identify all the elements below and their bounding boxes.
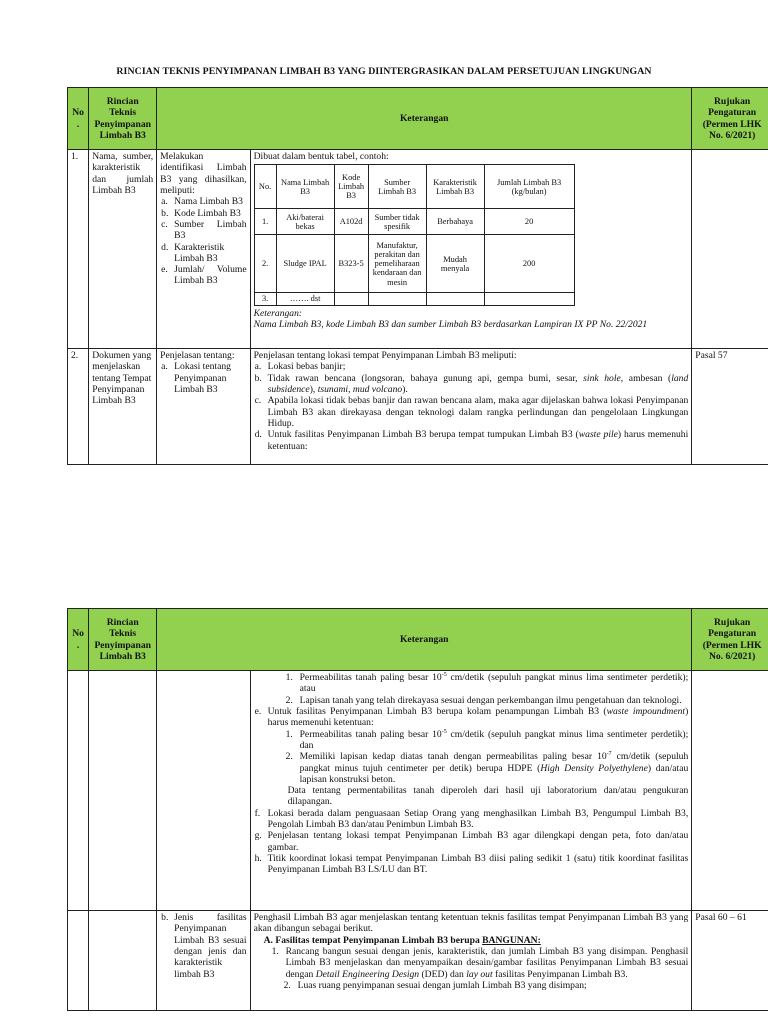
list-item [161,264,247,287]
example-table-cell: Manufaktur, perakitan dan pemeliharaan kendaraan dan mesin [368,235,426,293]
section-a-heading [254,935,689,946]
row2-intro: Penjelasan tentang lokasi tempat Penyimpanan Limbah B3 meliputi: [253,350,517,361]
example-table [254,164,575,305]
list-marker: b. [161,207,169,219]
example-table-cell: Sludge IPAL [276,235,334,293]
list-item [254,429,689,452]
list-text: cm/detik (sepuluh pangkat minus tujuh centimeter per detik) berupa HDPE ( [299,751,689,774]
example-table-row [254,293,574,305]
list-text: Jumlah/ Volume Limbah B3 [174,264,247,287]
list-item [254,395,689,429]
row2b-no [68,911,89,1011]
header-keterangan: Keterangan [157,88,692,150]
header-rujukan: Rujukan Pengaturan (Permen LHK No. 6/2021) [692,609,768,671]
row2b-rincian [89,911,157,1011]
list-text: waste pile [578,429,618,441]
list-item [283,979,689,991]
list-text: Sumber Limbah B3 [174,218,247,242]
example-table-row [254,235,574,293]
list-marker: a. [161,196,168,208]
list-marker: d. [161,241,169,253]
cont-keterangan [250,671,692,911]
list-marker: c. [254,395,262,407]
list-item [254,807,689,831]
list-text: Jenis fasilitas Penyimpanan Limbah B3 sesuai dengan jenis dan karakteristik limbah B3 [174,912,247,980]
list-text: cm/detik (sepuluh pangkat minus lima sentimeter perdetik); dan [299,728,689,751]
list-text: -5 [441,728,447,735]
row1-rujukan [692,150,768,349]
list-text: fasilitas Penyimpanan Limbah B3. [492,968,628,980]
row2-keterangan [250,349,692,465]
list-marker: 2. [285,751,293,763]
list-text: Rancang bangun sesuai dengan jenis, karakteristik, dan jumlah Limbah B3 yang disimpan. Penghasil Limbah B3 menjelaskan dan menyampaikan desain/gambar fasilitas Penyimpanan Limbah B3 sesuai dengan [285,945,689,980]
list-item [254,361,689,373]
list-text: Untuk fasilitas Penyimpanan Limbah B3 berupa kolam penampungan Limbah B3 ( [267,705,607,717]
row2-col3-intro: Penjelasan tentang: [160,350,235,361]
row2-list [254,361,689,452]
row1-intro: Melakukan identifikasi Limbah B3 yang dihasilkan, meliputi: [160,151,247,196]
list-item [285,671,689,695]
cont-no [68,671,89,911]
row-2-continued [68,671,768,911]
list-item [161,241,246,265]
example-table-cell [368,293,426,305]
row-2b [68,911,768,1011]
cont-data-note: Data tentang permentabilitas tanah diperoleh dari hasil uji laboratorium dan/atau pengukuran dilapangan. [287,785,689,808]
cont-list [254,706,689,876]
list-text: High Density Polyethylene [540,762,648,774]
list-text: Apabila lokasi tidak bebas banjir dan rawan bencana alam, maka agar dijelaskan bahwa lokasi Penyimpanan Limbah B3 akan direkayasa dengan teknologi dalam rangka perlindungan dan pengelolaan Lingkungan Hidup. [267,395,689,429]
example-table-cell: B323-5 [334,235,368,293]
list-marker: 1. [285,672,293,683]
row2-no: 2. [68,349,89,465]
list-marker: g. [254,830,262,842]
list-marker: c. [161,218,168,230]
row2-col3-list [160,361,246,395]
list-marker: 1. [271,945,279,957]
list-text: Kode Limbah B3 [174,207,241,219]
list-text: Penjelasan tentang lokasi tempat Penyimpanan Limbah B3 agar dilengkapi dengan peta, foto dan/atau gambar. [267,830,689,853]
example-table-cell [484,293,574,305]
row1-keterangan [250,150,692,349]
list-text: Permeabilitas tanah paling besar 10 [299,672,442,683]
list-text: Lokasi berada dalam penguasaan Setiap Orang yang menghasilkan Limbah B3, Pengumpul Limbah B3, Pengolah Limbah B3 dan/atau Penimbun Limbah B3. [267,807,689,831]
list-text: Lokasi tentang Penyimpanan Limbah B3 [174,361,231,395]
list-marker: b. [254,372,262,384]
table-bottom [67,608,768,1011]
list-marker: e. [254,705,262,717]
list-marker: b. [161,912,169,923]
list-item [271,945,689,980]
list-text: Lapisan tanah yang telah direkayasa sesuai dengan perkembangan ilmu pengetahuan dan teknologi. [299,694,682,706]
example-table-cell: Berbahaya [426,209,484,235]
list-item [161,218,247,242]
list-item [254,372,689,396]
list-marker: 2. [283,979,291,991]
list-text: ). [402,383,408,395]
row1-rincian: Nama, sumber, karakteristik dan jumlah Limbah B3 [89,150,157,349]
header-rujukan: Rujukan Pengaturan (Permen LHK No. 6/2021) [692,88,768,150]
cont-e-list [268,729,689,786]
cont-col3 [157,671,250,911]
row1-identifikasi [157,150,250,349]
list-text: , ambesan ( [620,372,672,384]
row2-rujukan: Pasal 57 [692,349,768,465]
list-marker: a. [161,361,168,373]
list-marker: 2. [285,694,293,706]
list-text: tsunami [317,383,349,395]
list-text: ) dan/atau lapisan konstruksi beton. [299,762,689,785]
header-no: No . [68,609,89,671]
example-table-cell [426,293,484,305]
list-marker: e. [161,264,168,276]
list-text: mud volcano [352,383,403,395]
example-table-cell: Sumber tidak spesifik [368,209,426,235]
list-text: Detail Engineering Design [315,968,420,980]
list-item [254,830,689,853]
example-table-row [254,209,574,235]
example-table-cell: 20 [484,209,574,235]
row1-note-text: Nama Limbah B3, kode Limbah B3 dan sumber Limbah B3 berdasarkan Lampiran IX PP No. 22/2021 [253,318,648,330]
row2b-col3 [157,911,250,1011]
list-text: ) harus memenuhi ketentuan: [267,429,689,452]
section-a-list [254,946,689,991]
row2b-intro: Penghasil Limbah B3 agar menjelaskan tentang ketentuan teknis fasilitas tempat Penyimpanan Limbah B3 yang akan dibangun sebagai berikut. [253,912,689,935]
header-row [68,88,768,150]
header-rincian: Rincian Teknis Penyimpanan Limbah B3 [89,609,157,671]
example-table-cell: 200 [484,235,574,293]
row2b-col3-list [160,912,246,980]
list-text: (DED) dan [419,968,467,980]
list-item [285,751,689,785]
document-title: RINCIAN TEKNIS PENYIMPANAN LIMBAH B3 YANG DIINTERGRASIKAN DALAM PERSETUJUAN LINGKUNGAN [116,66,652,77]
list-marker: A. [263,934,273,946]
cont-d-list [254,672,689,706]
example-table-cell [334,293,368,305]
example-table-header-cell: Karakteristik Limbah B3 [426,165,484,209]
list-item [161,912,247,980]
example-table-header-cell: No. [254,165,276,209]
example-table-header-cell: Sumber Limbah B3 [368,165,426,209]
header-rincian: Rincian Teknis Penyimpanan Limbah B3 [89,88,157,150]
list-text: -7 [606,751,612,757]
example-table-cell: ……. dst [276,293,334,305]
list-text: , [348,383,353,395]
cont-rujukan [692,671,768,911]
list-item [254,705,689,808]
list-item [285,694,689,706]
list-text: cm/detik (sepuluh pangkat minus lima sentimeter perdetik); atau [299,672,689,695]
cont-rincian [89,671,157,911]
row2-col3 [157,349,250,465]
example-table-cell: A102d [334,209,368,235]
list-text: Memiliki lapisan kedap diatas tanah dengan permeabilitas paling besar 10 [299,751,607,763]
list-item [161,207,246,219]
row1-no: 1. [68,150,89,349]
header-row [68,609,768,671]
list-text: Tidak rawan bencana (longsoran, bahaya gunung api, gempa bumi, sesar, [267,372,584,384]
row1-table-intro: Dibuat dalam bentuk tabel, contoh: [253,151,389,162]
example-table-cell: Aki/baterai bekas [276,209,334,235]
row-1 [68,150,768,349]
list-item [161,361,246,395]
list-marker: 1. [285,728,293,740]
list-text: ) harus memenuhi ketentuan: [267,705,689,729]
list-text: ), [309,383,318,395]
list-text: Permeabilitas tanah paling besar 10 [299,728,442,740]
list-marker: d. [254,429,262,441]
header-no: No . [68,88,89,150]
row-2 [68,349,768,465]
list-text: -5 [441,671,447,678]
row2b-keterangan [250,911,692,1011]
example-table-header-cell: Jumlah Limbah B3 (kg/bulan) [484,165,574,209]
list-item [161,196,246,208]
list-text: lay out [466,968,493,980]
list-marker: f. [254,807,261,819]
list-marker: h. [254,853,262,864]
table-top [67,87,768,465]
list-marker: a. [254,361,262,373]
list-text: Fasilitas tempat Penyimpanan Limbah B3 berupa [275,934,483,946]
list-text: Untuk fasilitas Penyimpanan Limbah B3 berupa tempat tumpukan Limbah B3 ( [267,429,579,441]
list-text: Karakteristik Limbah B3 [174,241,225,264]
example-table-cell: 2. [254,235,276,293]
list-text: sink hole [583,372,621,384]
list-text: Nama Limbah B3 [174,196,243,208]
row1-note-label: Keterangan: [253,307,303,319]
row2b-rujukan: Pasal 60 – 61 [692,911,768,1011]
example-table-cell: 3. [254,293,276,305]
row1-list [160,196,246,287]
example-table-cell: 1. [254,209,276,235]
list-item [254,853,689,876]
header-keterangan: Keterangan [157,609,692,671]
example-table-header-cell: Nama Limbah B3 [276,165,334,209]
list-text: BANGUNAN: [482,934,541,946]
list-text: waste impoundment [606,705,686,717]
list-text: Luas ruang penyimpanan sesuai dengan jumlah Limbah B3 yang disimpan; [297,979,587,991]
example-table-header-cell: Kode Limbah B3 [334,165,368,209]
example-table-cell: Mudah menyala [426,235,484,293]
list-item [285,728,689,752]
list-text: land subsidence [267,372,689,395]
row2-rincian: Dokumen yang menjelaskan tentang Tempat Penyimpanan Limbah B3 [89,349,157,465]
list-text: Lokasi bebas banjir; [267,361,346,373]
list-text: Titik koordinat lokasi tempat Penyimpanan Limbah B3 diisi paling sedikit 1 (satu) titik koordinat fasilitas Penyimpanan Limbah B3 LS/LU dan BT. [267,853,689,876]
example-table-header [254,165,574,209]
